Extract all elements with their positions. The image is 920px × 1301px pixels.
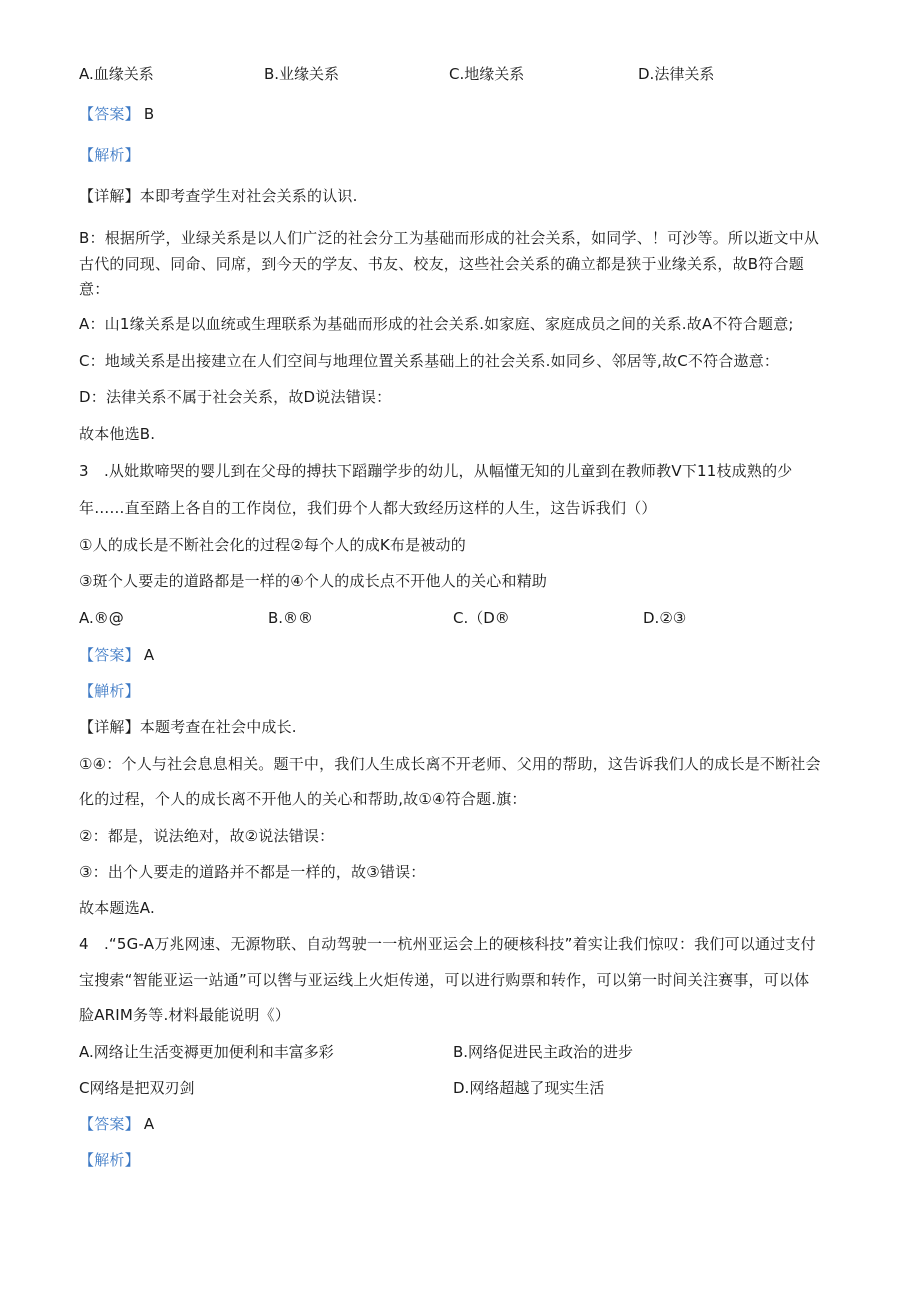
q4-option-b: B.网络促进民主政治的进步: [453, 1043, 634, 1061]
q4-stem-line2: 宝搜索“智能亚运一站通”可以辔与亚运线上火炬传递，可以进行购票和转作，可以第一时间关注赛事，可以体: [79, 971, 810, 989]
q2-b-line2: 古代的同现、同命、同席，到今天的学友、书友、校友，这些社会关系的确立都是狭于业缘关系，故B符合题: [79, 255, 804, 273]
q3-l14-line1: ①④：个人与社会息息相关。题干中，我们人生成长离不开老师、父用的帮助，这告诉我们人的成长是不断社会: [79, 755, 821, 773]
answer-label: 【答案】: [79, 1115, 140, 1133]
q3-stem-line2: 年……直至踏上各自的工作岗位，我们毋个人都大致经历这样的人生，这告诉我们（）: [79, 499, 657, 517]
q4-option-d: D.网络超越了现实生活: [453, 1079, 605, 1097]
q2-a-line: A：山1缘关系是以血统或生理联系为基础而形成的社会关系.如家庭、家庭成员之间的关系.故A不符合题意;: [79, 315, 794, 333]
q4-option-c: C网络是把双刃剑: [79, 1079, 195, 1097]
q2-analysis-label: 【解析】: [79, 146, 140, 164]
q2-b-line3: 意：: [79, 280, 110, 298]
q3-option-b: B.®®: [268, 609, 314, 627]
q2-option-c: C.地缘关系: [449, 65, 525, 83]
q3-analysis-label: 【觯析】: [79, 682, 140, 700]
q2-option-b: B.业缘关系: [264, 65, 340, 83]
q2-d-line: D：法律关系不属于社会关系，故D说法错误：: [79, 388, 392, 406]
q3-l2: ②：都是，说法绝对，故②说法错误：: [79, 827, 335, 845]
q2-c-line: C：地域关系是出接建立在人们空间与地理位置关系基础上的社会关系.如同乡、邻居等,故C不符合遨意：: [79, 352, 780, 370]
q2-conclusion: 故本他选B.: [79, 425, 156, 443]
q3-l3: ③：出个人要走的道路并不都是一样的，故③错误：: [79, 863, 426, 881]
q3-detail: 【详解】本题考查在社会中成长.: [79, 718, 297, 736]
q3-l14-line2: 化的过程，个人的成长离不开他人的关心和帮助,故①④符合题.旗：: [79, 790, 527, 808]
q2-option-a: A.血缘关系: [79, 65, 154, 83]
answer-value: A: [143, 1115, 155, 1133]
q4-stem-line3: 脸ARIM务等.材料最能说明《）: [79, 1006, 291, 1024]
q2-b-line1: B：根据所学，业绿关系是以人们广泛的社会分工为基础而形成的社会关系，如同学、！可沙等。所以逝文中从: [79, 229, 820, 247]
answer-label: 【答案】: [79, 105, 140, 123]
q2-detail: 【详解】本即考查学生对社会关系的认识.: [79, 187, 358, 205]
q3-statement-line1: ①人的成长是不断社会化的过程②每个人的成K布是被动的: [79, 536, 466, 554]
q4-stem-line1: 4 .“5G-A万兆网速、无源物联、自动驾驶一一杭州亚运会上的硬核科技”着实让我们惊叹：我们可以通过支付: [79, 935, 816, 953]
q3-statement-line2: ③斑个人要走的道路都是一样的④个人的成长点不开他人的关心和精助: [79, 572, 548, 590]
answer-value: A: [143, 646, 155, 664]
q3-option-c: C.（D®: [453, 609, 510, 627]
q4-answer: [79, 1114, 154, 1134]
answer-value: B: [143, 105, 155, 123]
q3-stem-line1: 3 .从妣欺啼哭的婴儿到在父母的搏扶下蹈蹦学步的幼儿，从幅懂无知的儿童到在教师教V下11枝成熟的少: [79, 462, 793, 480]
q3-option-a: A.®@: [79, 609, 124, 627]
answer-label: 【答案】: [79, 646, 140, 664]
q2-option-d: D.法律关系: [638, 65, 715, 83]
q3-answer: [79, 645, 154, 665]
q2-answer: [79, 104, 154, 124]
q3-option-d: D.②③: [643, 609, 687, 627]
q3-conclusion: 故本题选A.: [79, 899, 155, 917]
q4-option-a: A.网络让生活变褥更加便利和丰富多彩: [79, 1043, 334, 1061]
q4-analysis-label: 【解析】: [79, 1151, 140, 1169]
